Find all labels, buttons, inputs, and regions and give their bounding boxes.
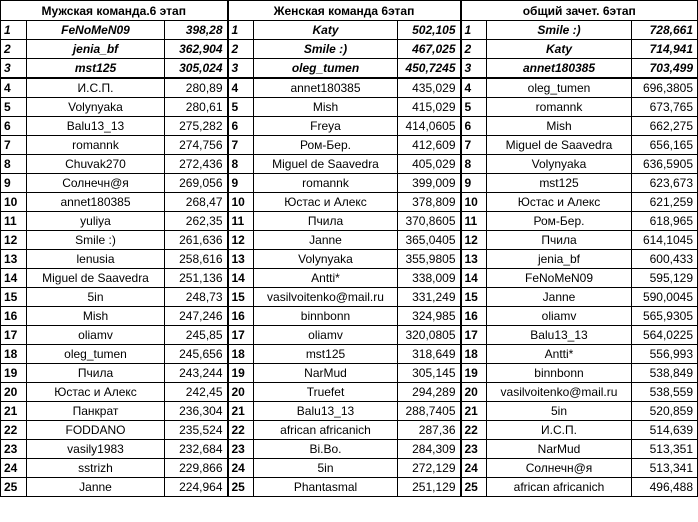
men-name-cell: sstrizh bbox=[27, 459, 165, 478]
men-score-cell: 245,656 bbox=[165, 345, 228, 364]
results-body bbox=[1, 1, 698, 497]
table-row bbox=[1, 478, 698, 497]
women-score-cell: 415,029 bbox=[398, 98, 461, 117]
men-name-cell: oliamv bbox=[27, 326, 165, 345]
women-rank-cell: 22 bbox=[228, 421, 254, 440]
women-score-cell: 284,309 bbox=[398, 440, 461, 459]
women-team-header: Женская команда 6этап bbox=[228, 1, 461, 21]
overall-rank-cell: 18 bbox=[461, 345, 487, 364]
men-score-cell: 280,61 bbox=[165, 98, 228, 117]
women-score-cell: 251,129 bbox=[398, 478, 461, 497]
overall-name-cell: Volynyaka bbox=[487, 155, 632, 174]
men-score-cell: 268,47 bbox=[165, 193, 228, 212]
overall-rank-cell: 22 bbox=[461, 421, 487, 440]
table-row bbox=[1, 59, 698, 79]
women-score-cell: 412,609 bbox=[398, 136, 461, 155]
overall-name-cell: oliamv bbox=[487, 307, 632, 326]
overall-rank-cell: 17 bbox=[461, 326, 487, 345]
table-row bbox=[1, 402, 698, 421]
women-score-cell: 399,009 bbox=[398, 174, 461, 193]
women-rank-cell: 25 bbox=[228, 478, 254, 497]
men-name-cell: Пчила bbox=[27, 364, 165, 383]
men-score-cell: 229,866 bbox=[165, 459, 228, 478]
overall-name-cell: Miguel de Saavedra bbox=[487, 136, 632, 155]
table-row bbox=[1, 459, 698, 478]
men-name-cell: annet180385 bbox=[27, 193, 165, 212]
women-rank-cell: 12 bbox=[228, 231, 254, 250]
table-row bbox=[1, 250, 698, 269]
overall-rank-cell: 16 bbox=[461, 307, 487, 326]
overall-name-cell: Antti* bbox=[487, 345, 632, 364]
overall-rank-cell: 4 bbox=[461, 78, 487, 98]
overall-score-cell: 614,1045 bbox=[632, 231, 698, 250]
women-name-cell: Bi.Bo. bbox=[254, 440, 398, 459]
women-rank-cell: 8 bbox=[228, 155, 254, 174]
overall-score-cell: 636,5905 bbox=[632, 155, 698, 174]
rank-cell: 9 bbox=[1, 174, 27, 193]
rank-cell: 20 bbox=[1, 383, 27, 402]
rank-cell: 4 bbox=[1, 78, 27, 98]
women-rank-cell: 9 bbox=[228, 174, 254, 193]
women-rank-cell: 7 bbox=[228, 136, 254, 155]
overall-score-cell: 696,3805 bbox=[632, 78, 698, 98]
women-name-cell: Janne bbox=[254, 231, 398, 250]
overall-rank-cell: 3 bbox=[461, 59, 487, 79]
men-score-cell: 245,85 bbox=[165, 326, 228, 345]
men-score-cell: 243,244 bbox=[165, 364, 228, 383]
women-score-cell: 450,7245 bbox=[398, 59, 461, 79]
men-score-cell: 247,246 bbox=[165, 307, 228, 326]
women-name-cell: Smile :) bbox=[254, 40, 398, 59]
men-score-cell: 242,45 bbox=[165, 383, 228, 402]
women-name-cell: Freya bbox=[254, 117, 398, 136]
rank-cell: 24 bbox=[1, 459, 27, 478]
women-name-cell: Antti* bbox=[254, 269, 398, 288]
table-row bbox=[1, 364, 698, 383]
women-name-cell: annet180385 bbox=[254, 78, 398, 98]
women-score-cell: 370,8605 bbox=[398, 212, 461, 231]
women-name-cell: african africanich bbox=[254, 421, 398, 440]
women-score-cell: 272,129 bbox=[398, 459, 461, 478]
table-row bbox=[1, 345, 698, 364]
overall-name-cell: Пчила bbox=[487, 231, 632, 250]
women-score-cell: 288,7405 bbox=[398, 402, 461, 421]
women-rank-cell: 24 bbox=[228, 459, 254, 478]
rank-cell: 17 bbox=[1, 326, 27, 345]
overall-header: общий зачет. 6этап bbox=[461, 1, 698, 21]
overall-rank-cell: 10 bbox=[461, 193, 487, 212]
rank-cell: 12 bbox=[1, 231, 27, 250]
overall-rank-cell: 8 bbox=[461, 155, 487, 174]
women-rank-cell: 17 bbox=[228, 326, 254, 345]
overall-name-cell: Katy bbox=[487, 40, 632, 59]
overall-name-cell: vasilvoitenko@mail.ru bbox=[487, 383, 632, 402]
table-row bbox=[1, 174, 698, 193]
women-name-cell: oleg_tumen bbox=[254, 59, 398, 79]
overall-name-cell: NarMud bbox=[487, 440, 632, 459]
table-row bbox=[1, 21, 698, 40]
overall-name-cell: Ром-Бер. bbox=[487, 212, 632, 231]
men-name-cell: Солнечн@я bbox=[27, 174, 165, 193]
overall-score-cell: 600,433 bbox=[632, 250, 698, 269]
overall-score-cell: 590,0045 bbox=[632, 288, 698, 307]
rank-cell: 14 bbox=[1, 269, 27, 288]
table-row bbox=[1, 421, 698, 440]
men-score-cell: 280,89 bbox=[165, 78, 228, 98]
men-score-cell: 236,304 bbox=[165, 402, 228, 421]
women-rank-cell: 2 bbox=[228, 40, 254, 59]
women-name-cell: Volynyaka bbox=[254, 250, 398, 269]
overall-name-cell: romannk bbox=[487, 98, 632, 117]
women-name-cell: Пчила bbox=[254, 212, 398, 231]
overall-score-cell: 673,765 bbox=[632, 98, 698, 117]
women-name-cell: Balu13_13 bbox=[254, 402, 398, 421]
men-name-cell: oleg_tumen bbox=[27, 345, 165, 364]
men-name-cell: Miguel de Saavedra bbox=[27, 269, 165, 288]
women-score-cell: 338,009 bbox=[398, 269, 461, 288]
overall-name-cell: oleg_tumen bbox=[487, 78, 632, 98]
table-row bbox=[1, 40, 698, 59]
women-name-cell: Mish bbox=[254, 98, 398, 117]
men-name-cell: Volynyaka bbox=[27, 98, 165, 117]
overall-score-cell: 621,259 bbox=[632, 193, 698, 212]
women-score-cell: 324,985 bbox=[398, 307, 461, 326]
rank-cell: 1 bbox=[1, 21, 27, 40]
men-name-cell: И.С.П. bbox=[27, 78, 165, 98]
women-name-cell: NarMud bbox=[254, 364, 398, 383]
women-name-cell: mst125 bbox=[254, 345, 398, 364]
rank-cell: 21 bbox=[1, 402, 27, 421]
men-score-cell: 362,904 bbox=[165, 40, 228, 59]
women-name-cell: Miguel de Saavedra bbox=[254, 155, 398, 174]
overall-score-cell: 538,849 bbox=[632, 364, 698, 383]
overall-score-cell: 728,661 bbox=[632, 21, 698, 40]
overall-score-cell: 496,488 bbox=[632, 478, 698, 497]
overall-rank-cell: 6 bbox=[461, 117, 487, 136]
overall-score-cell: 565,9305 bbox=[632, 307, 698, 326]
women-score-cell: 305,145 bbox=[398, 364, 461, 383]
men-score-cell: 251,136 bbox=[165, 269, 228, 288]
men-score-cell: 262,35 bbox=[165, 212, 228, 231]
women-score-cell: 365,0405 bbox=[398, 231, 461, 250]
overall-score-cell: 703,499 bbox=[632, 59, 698, 79]
women-rank-cell: 6 bbox=[228, 117, 254, 136]
overall-name-cell: Юстас и Алекс bbox=[487, 193, 632, 212]
women-score-cell: 414,0605 bbox=[398, 117, 461, 136]
rank-cell: 18 bbox=[1, 345, 27, 364]
overall-score-cell: 556,993 bbox=[632, 345, 698, 364]
rank-cell: 11 bbox=[1, 212, 27, 231]
women-score-cell: 294,289 bbox=[398, 383, 461, 402]
men-team-header: Мужская команда.6 этап bbox=[1, 1, 228, 21]
rank-cell: 22 bbox=[1, 421, 27, 440]
overall-name-cell: Janne bbox=[487, 288, 632, 307]
table-row bbox=[1, 98, 698, 117]
overall-score-cell: 595,129 bbox=[632, 269, 698, 288]
overall-rank-cell: 21 bbox=[461, 402, 487, 421]
table-row bbox=[1, 78, 698, 98]
rank-cell: 23 bbox=[1, 440, 27, 459]
table-row bbox=[1, 440, 698, 459]
overall-name-cell: Balu13_13 bbox=[487, 326, 632, 345]
overall-rank-cell: 14 bbox=[461, 269, 487, 288]
overall-score-cell: 520,859 bbox=[632, 402, 698, 421]
women-rank-cell: 14 bbox=[228, 269, 254, 288]
overall-rank-cell: 20 bbox=[461, 383, 487, 402]
overall-name-cell: И.С.П. bbox=[487, 421, 632, 440]
women-name-cell: Ром-Бер. bbox=[254, 136, 398, 155]
table-row bbox=[1, 288, 698, 307]
overall-name-cell: annet180385 bbox=[487, 59, 632, 79]
women-rank-cell: 21 bbox=[228, 402, 254, 421]
rank-cell: 10 bbox=[1, 193, 27, 212]
men-score-cell: 261,636 bbox=[165, 231, 228, 250]
table-row bbox=[1, 212, 698, 231]
men-name-cell: FODDANO bbox=[27, 421, 165, 440]
rank-cell: 15 bbox=[1, 288, 27, 307]
men-score-cell: 275,282 bbox=[165, 117, 228, 136]
rank-cell: 6 bbox=[1, 117, 27, 136]
women-rank-cell: 10 bbox=[228, 193, 254, 212]
header-row bbox=[1, 1, 698, 21]
women-name-cell: Phantasmal bbox=[254, 478, 398, 497]
table-row bbox=[1, 307, 698, 326]
overall-name-cell: jenia_bf bbox=[487, 250, 632, 269]
men-score-cell: 258,616 bbox=[165, 250, 228, 269]
overall-name-cell: Smile :) bbox=[487, 21, 632, 40]
women-score-cell: 320,0805 bbox=[398, 326, 461, 345]
table-row bbox=[1, 117, 698, 136]
table-row bbox=[1, 269, 698, 288]
overall-score-cell: 714,941 bbox=[632, 40, 698, 59]
overall-name-cell: african africanich bbox=[487, 478, 632, 497]
women-name-cell: oliamv bbox=[254, 326, 398, 345]
men-name-cell: romannk bbox=[27, 136, 165, 155]
men-score-cell: 272,436 bbox=[165, 155, 228, 174]
overall-rank-cell: 19 bbox=[461, 364, 487, 383]
men-name-cell: Janne bbox=[27, 478, 165, 497]
men-name-cell: Chuvak270 bbox=[27, 155, 165, 174]
men-name-cell: 5in bbox=[27, 288, 165, 307]
rank-cell: 19 bbox=[1, 364, 27, 383]
women-rank-cell: 11 bbox=[228, 212, 254, 231]
overall-score-cell: 514,639 bbox=[632, 421, 698, 440]
women-name-cell: Truefet bbox=[254, 383, 398, 402]
men-name-cell: mst125 bbox=[27, 59, 165, 79]
overall-name-cell: binnbonn bbox=[487, 364, 632, 383]
women-score-cell: 502,105 bbox=[398, 21, 461, 40]
women-score-cell: 355,9805 bbox=[398, 250, 461, 269]
women-rank-cell: 16 bbox=[228, 307, 254, 326]
overall-score-cell: 513,351 bbox=[632, 440, 698, 459]
men-name-cell: Smile :) bbox=[27, 231, 165, 250]
women-name-cell: 5in bbox=[254, 459, 398, 478]
overall-name-cell: Mish bbox=[487, 117, 632, 136]
rank-cell: 13 bbox=[1, 250, 27, 269]
women-score-cell: 378,809 bbox=[398, 193, 461, 212]
rank-cell: 8 bbox=[1, 155, 27, 174]
men-name-cell: Balu13_13 bbox=[27, 117, 165, 136]
table-row bbox=[1, 383, 698, 402]
women-score-cell: 405,029 bbox=[398, 155, 461, 174]
women-score-cell: 318,649 bbox=[398, 345, 461, 364]
men-score-cell: 274,756 bbox=[165, 136, 228, 155]
women-rank-cell: 19 bbox=[228, 364, 254, 383]
women-rank-cell: 3 bbox=[228, 59, 254, 79]
overall-name-cell: Солнечн@я bbox=[487, 459, 632, 478]
men-score-cell: 398,28 bbox=[165, 21, 228, 40]
women-score-cell: 287,36 bbox=[398, 421, 461, 440]
rank-cell: 7 bbox=[1, 136, 27, 155]
women-rank-cell: 23 bbox=[228, 440, 254, 459]
table-row bbox=[1, 326, 698, 345]
women-rank-cell: 4 bbox=[228, 78, 254, 98]
rank-cell: 5 bbox=[1, 98, 27, 117]
men-name-cell: Mish bbox=[27, 307, 165, 326]
overall-rank-cell: 7 bbox=[461, 136, 487, 155]
table-row bbox=[1, 193, 698, 212]
rank-cell: 16 bbox=[1, 307, 27, 326]
women-rank-cell: 20 bbox=[228, 383, 254, 402]
men-name-cell: lenusia bbox=[27, 250, 165, 269]
men-name-cell: vasily1983 bbox=[27, 440, 165, 459]
overall-rank-cell: 23 bbox=[461, 440, 487, 459]
women-rank-cell: 15 bbox=[228, 288, 254, 307]
overall-score-cell: 513,341 bbox=[632, 459, 698, 478]
women-name-cell: Katy bbox=[254, 21, 398, 40]
overall-name-cell: FeNoMeN09 bbox=[487, 269, 632, 288]
men-name-cell: yuliya bbox=[27, 212, 165, 231]
rank-cell: 25 bbox=[1, 478, 27, 497]
women-rank-cell: 1 bbox=[228, 21, 254, 40]
men-name-cell: Юстас и Алекс bbox=[27, 383, 165, 402]
women-name-cell: Юстас и Алекс bbox=[254, 193, 398, 212]
table-row bbox=[1, 155, 698, 174]
table-row bbox=[1, 136, 698, 155]
women-score-cell: 467,025 bbox=[398, 40, 461, 59]
overall-rank-cell: 24 bbox=[461, 459, 487, 478]
men-name-cell: FeNoMeN09 bbox=[27, 21, 165, 40]
women-rank-cell: 5 bbox=[228, 98, 254, 117]
overall-rank-cell: 12 bbox=[461, 231, 487, 250]
overall-rank-cell: 15 bbox=[461, 288, 487, 307]
overall-name-cell: mst125 bbox=[487, 174, 632, 193]
men-name-cell: jenia_bf bbox=[27, 40, 165, 59]
women-name-cell: binnbonn bbox=[254, 307, 398, 326]
overall-score-cell: 618,965 bbox=[632, 212, 698, 231]
overall-rank-cell: 11 bbox=[461, 212, 487, 231]
overall-rank-cell: 13 bbox=[461, 250, 487, 269]
overall-rank-cell: 2 bbox=[461, 40, 487, 59]
overall-rank-cell: 5 bbox=[461, 98, 487, 117]
rank-cell: 3 bbox=[1, 59, 27, 79]
overall-score-cell: 662,275 bbox=[632, 117, 698, 136]
overall-score-cell: 656,165 bbox=[632, 136, 698, 155]
overall-rank-cell: 9 bbox=[461, 174, 487, 193]
men-score-cell: 224,964 bbox=[165, 478, 228, 497]
men-score-cell: 248,73 bbox=[165, 288, 228, 307]
overall-score-cell: 623,673 bbox=[632, 174, 698, 193]
men-score-cell: 235,524 bbox=[165, 421, 228, 440]
women-name-cell: romannk bbox=[254, 174, 398, 193]
women-rank-cell: 18 bbox=[228, 345, 254, 364]
men-score-cell: 269,056 bbox=[165, 174, 228, 193]
overall-name-cell: 5in bbox=[487, 402, 632, 421]
women-name-cell: vasilvoitenko@mail.ru bbox=[254, 288, 398, 307]
women-score-cell: 435,029 bbox=[398, 78, 461, 98]
table-row bbox=[1, 231, 698, 250]
men-score-cell: 232,684 bbox=[165, 440, 228, 459]
women-rank-cell: 13 bbox=[228, 250, 254, 269]
rank-cell: 2 bbox=[1, 40, 27, 59]
women-score-cell: 331,249 bbox=[398, 288, 461, 307]
men-score-cell: 305,024 bbox=[165, 59, 228, 79]
overall-score-cell: 564,0225 bbox=[632, 326, 698, 345]
men-name-cell: Панкрат bbox=[27, 402, 165, 421]
overall-rank-cell: 25 bbox=[461, 478, 487, 497]
overall-rank-cell: 1 bbox=[461, 21, 487, 40]
overall-score-cell: 538,559 bbox=[632, 383, 698, 402]
